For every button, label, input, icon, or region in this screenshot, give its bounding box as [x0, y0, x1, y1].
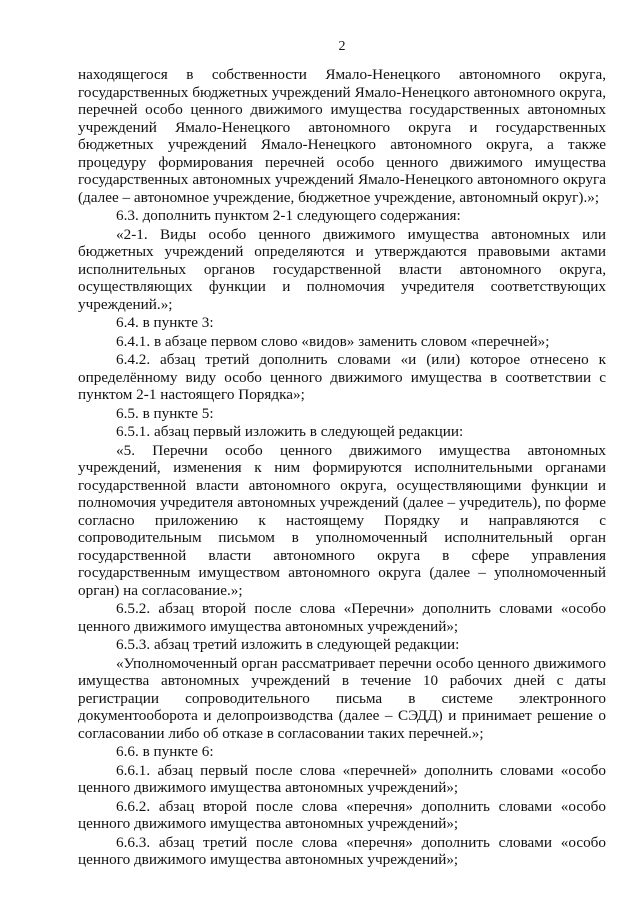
paragraph: 6.4. в пункте 3: [116, 314, 214, 331]
paragraph: 6.4.1. в абзаце первом слово «видов» заменить словом «перечней»; [116, 332, 550, 350]
paragraph: «5. Перечни особо ценного движимого имущества автономных учреждений, изменения к ним формируются исполнительными органами государственной власти автономного округа, осуществляющими функции и полномочия учредителя автономных учреждений (далее – учредитель), по форме согласно приложению к настоящему Порядку и направляются с сопроводительным письмом в уполномоченный исполнительный орган государственной власти автономного округа в сфере управления государственным имуществом автономного округа (далее – уполномоченный орган) на согласование.»; [78, 441, 606, 599]
paragraph: 6.5.3. абзац третий изложить в следующей редакции: [116, 636, 460, 653]
paragraph: 6.5.1. абзац первый изложить в следующей редакции: [116, 423, 464, 440]
page-number: 2 [338, 39, 346, 54]
paragraph: находящегося в собственности Ямало-Ненецкого автономного округа, государственных бюджетных учреждений Ямало-Ненецкого автономного округа, перечней особо ценного движимого имущества государственных автономных учреждений Ямало-Ненецкого автономного округа и государственных бюджетных учреждений Ямало-Ненецкого автономного округа, а также процедуру формирования перечней особо ценного движимого имущества государственных автономных учреждений Ямало-Ненецкого автономного округа (далее – автономное учреждение, бюджетное учреждение, автономный округ).»; [78, 66, 606, 206]
paragraph: 6.6.1. абзац первый после слова «перечней» дополнить словами «особо ценного движимого имущества автономных учреждений»; [78, 761, 606, 796]
paragraph: 6.6.2. абзац второй после слова «перечня» дополнить словами «особо ценного движимого имущества автономных учреждений»; [78, 797, 606, 832]
paragraph: 6.4.2. абзац третий дополнить словами «и (или) которое отнесено к определённому виду особо ценного движимого имущества в соответствии с пунктом 2-1 настоящего Порядка»; [78, 351, 606, 403]
paragraph: 6.6.3. абзац третий после слова «перечня» дополнить словами «особо ценного движимого имущества автономных учреждений»; [78, 833, 606, 868]
paragraph: 6.5. в пункте 5: [116, 404, 214, 422]
paragraph: «2-1. Виды особо ценного движимого имущества автономных или бюджетных учреждений определяются и утверждаются правовыми актами исполнительных органов государственной власти автономного округа, осуществляющих функции и полномочия учредителя соответствующих учреждений.»; [78, 225, 606, 313]
paragraph: 6.6. в пункте 6: [116, 743, 214, 760]
paragraph: 6.5.2. абзац второй после слова «Перечни» дополнить словами «особо ценного движимого имущества автономных учреждений»; [78, 600, 606, 635]
paragraph: 6.3. дополнить пунктом 2-1 следующего содержания: [116, 207, 461, 224]
paragraph: «Уполномоченный орган рассматривает перечни особо ценного движимого имущества автономных учреждений в течение 10 рабочих дней с даты регистрации сопроводительного письма в системе электронного документооборота и делопроизводства (далее – СЭДД) и принимает решение о согласовании либо об отказе в согласовании таких перечней.»; [78, 654, 606, 742]
document-body [78, 66, 606, 869]
